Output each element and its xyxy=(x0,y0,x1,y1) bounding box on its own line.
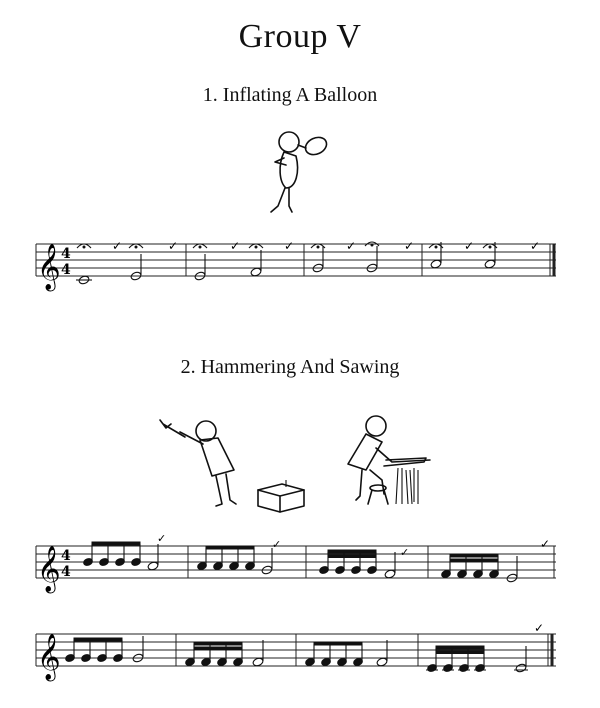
breath-mark: ✓ xyxy=(112,239,123,253)
time-sig-bottom-2: 4 xyxy=(61,564,71,580)
hammering-figure-illustration xyxy=(160,420,304,512)
section-title-hammering-sawing: 2. Hammering And Sawing xyxy=(180,356,400,378)
breath-mark: ✓ xyxy=(272,539,282,551)
breath-mark: ✓ xyxy=(534,621,545,635)
staff-2-notes xyxy=(83,533,550,583)
breath-mark: ✓ xyxy=(284,239,295,253)
treble-clef-3: 𝄞 xyxy=(37,634,61,680)
note-5 xyxy=(311,244,325,273)
section-title-inflating-balloon: 1. Inflating A Balloon xyxy=(202,84,378,106)
breath-mark: ✓ xyxy=(464,239,475,253)
time-sig-bottom-1: 4 xyxy=(61,262,71,278)
breath-mark: ✓ xyxy=(530,239,541,253)
staff-3-notes xyxy=(65,621,544,673)
treble-clef-1: 𝄞 xyxy=(37,244,61,290)
breath-mark: ✓ xyxy=(540,537,551,551)
staff-1-notes xyxy=(76,239,540,285)
breath-mark: ✓ xyxy=(168,239,179,253)
note-1 xyxy=(76,244,92,285)
time-sig-top-2: 4 xyxy=(61,548,71,564)
balloon-figure-illustration xyxy=(271,132,329,212)
breath-mark: ✓ xyxy=(404,239,415,253)
sawing-figure-illustration xyxy=(348,416,430,504)
breath-mark: ✓ xyxy=(400,547,410,559)
note-8 xyxy=(483,242,497,269)
treble-clef-2: 𝄞 xyxy=(37,546,61,592)
note-2 xyxy=(129,244,143,281)
note-7 xyxy=(429,242,443,269)
note-3 xyxy=(193,244,207,281)
breath-mark: ✓ xyxy=(230,239,241,253)
time-sig-top-1: 4 xyxy=(61,246,71,262)
page-title: Group V xyxy=(238,18,362,55)
breath-mark: ✓ xyxy=(346,239,357,253)
breath-mark: ✓ xyxy=(157,533,167,545)
